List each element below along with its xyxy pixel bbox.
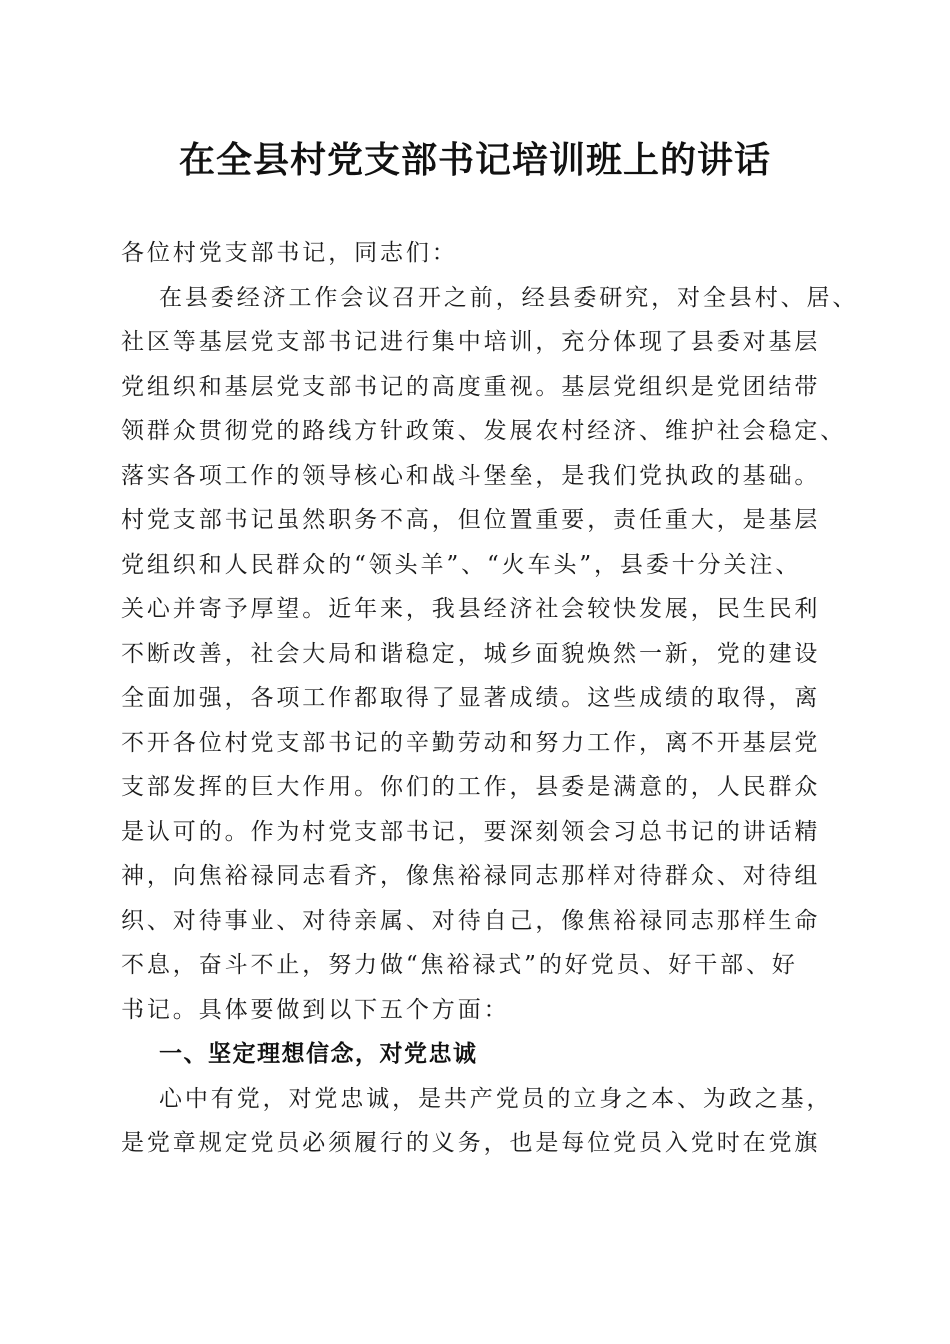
paragraph-line: 神，向焦裕禄同志看齐，像焦裕禄同志那样对待群众、对待组 — [121, 863, 821, 889]
paragraph-line: 领群众贯彻党的路线方针政策、发展农村经济、维护社会稳定、 — [121, 418, 847, 444]
paragraph-line: 社区等基层党支部书记进行集中培训，充分体现了县委对基层 — [121, 329, 821, 355]
paragraph-section1 — [121, 1077, 841, 1166]
paragraph-line: 是认可的。作为村党支部书记，要深刻领会习总书记的讲话精 — [121, 818, 821, 845]
paragraph-intro — [121, 276, 859, 1033]
paragraph-line: 书记。具体要做到以下五个方面： — [121, 996, 510, 1023]
paragraph-line: 在县委经济工作会议召开之前，经县委研究，对全县村、居、 — [159, 284, 859, 311]
salutation: 各位村党支部书记，同志们： — [121, 240, 458, 266]
paragraph-line: 心中有党，对党忠诚，是共产党员的立身之本、为政之基， — [159, 1085, 833, 1112]
paragraph-line: 党组织和基层党支部书记的高度重视。基层党组织是党团结带 — [121, 373, 821, 400]
paragraph-line: 全面加强，各项工作都取得了显著成绩。这些成绩的取得，离 — [121, 685, 821, 711]
paragraph-line: 村党支部书记虽然职务不高，但位置重要，责任重大，是基层 — [121, 507, 821, 533]
paragraph-line: 落实各项工作的领导核心和战斗堡垒，是我们党执政的基础。 — [121, 462, 821, 489]
document-title: 在全县村党支部书记培训班上的讲话 — [178, 139, 771, 181]
paragraph-line: 关心并寄予厚望。近年来，我县经济社会较快发展，民生民利 — [121, 596, 821, 622]
paragraph-line: 支部发挥的巨大作用。你们的工作，县委是满意的，人民群众 — [121, 774, 821, 800]
paragraph-line: 不断改善，社会大局和谐稳定，城乡面貌焕然一新，党的建设 — [121, 640, 821, 667]
paragraph-line: 是党章规定党员必须履行的义务，也是每位党员入党时在党旗 — [121, 1130, 821, 1156]
paragraph-line: 党组织和人民群众的“领头羊”、“火车头”，县委十分关注、 — [121, 551, 802, 578]
paragraph-line: 不开各位村党支部书记的辛勤劳动和努力工作，离不开基层党 — [121, 729, 821, 756]
section-heading: 一、坚定理想信念，对党忠诚 — [159, 1041, 478, 1067]
paragraph-line: 不息，奋斗不止，努力做“焦裕禄式”的好党员、好干部、好 — [121, 952, 798, 978]
document-body — [121, 231, 859, 1166]
paragraph-line: 织、对待事业、对待亲属、对待自己，像焦裕禄同志那样生命 — [121, 907, 821, 934]
